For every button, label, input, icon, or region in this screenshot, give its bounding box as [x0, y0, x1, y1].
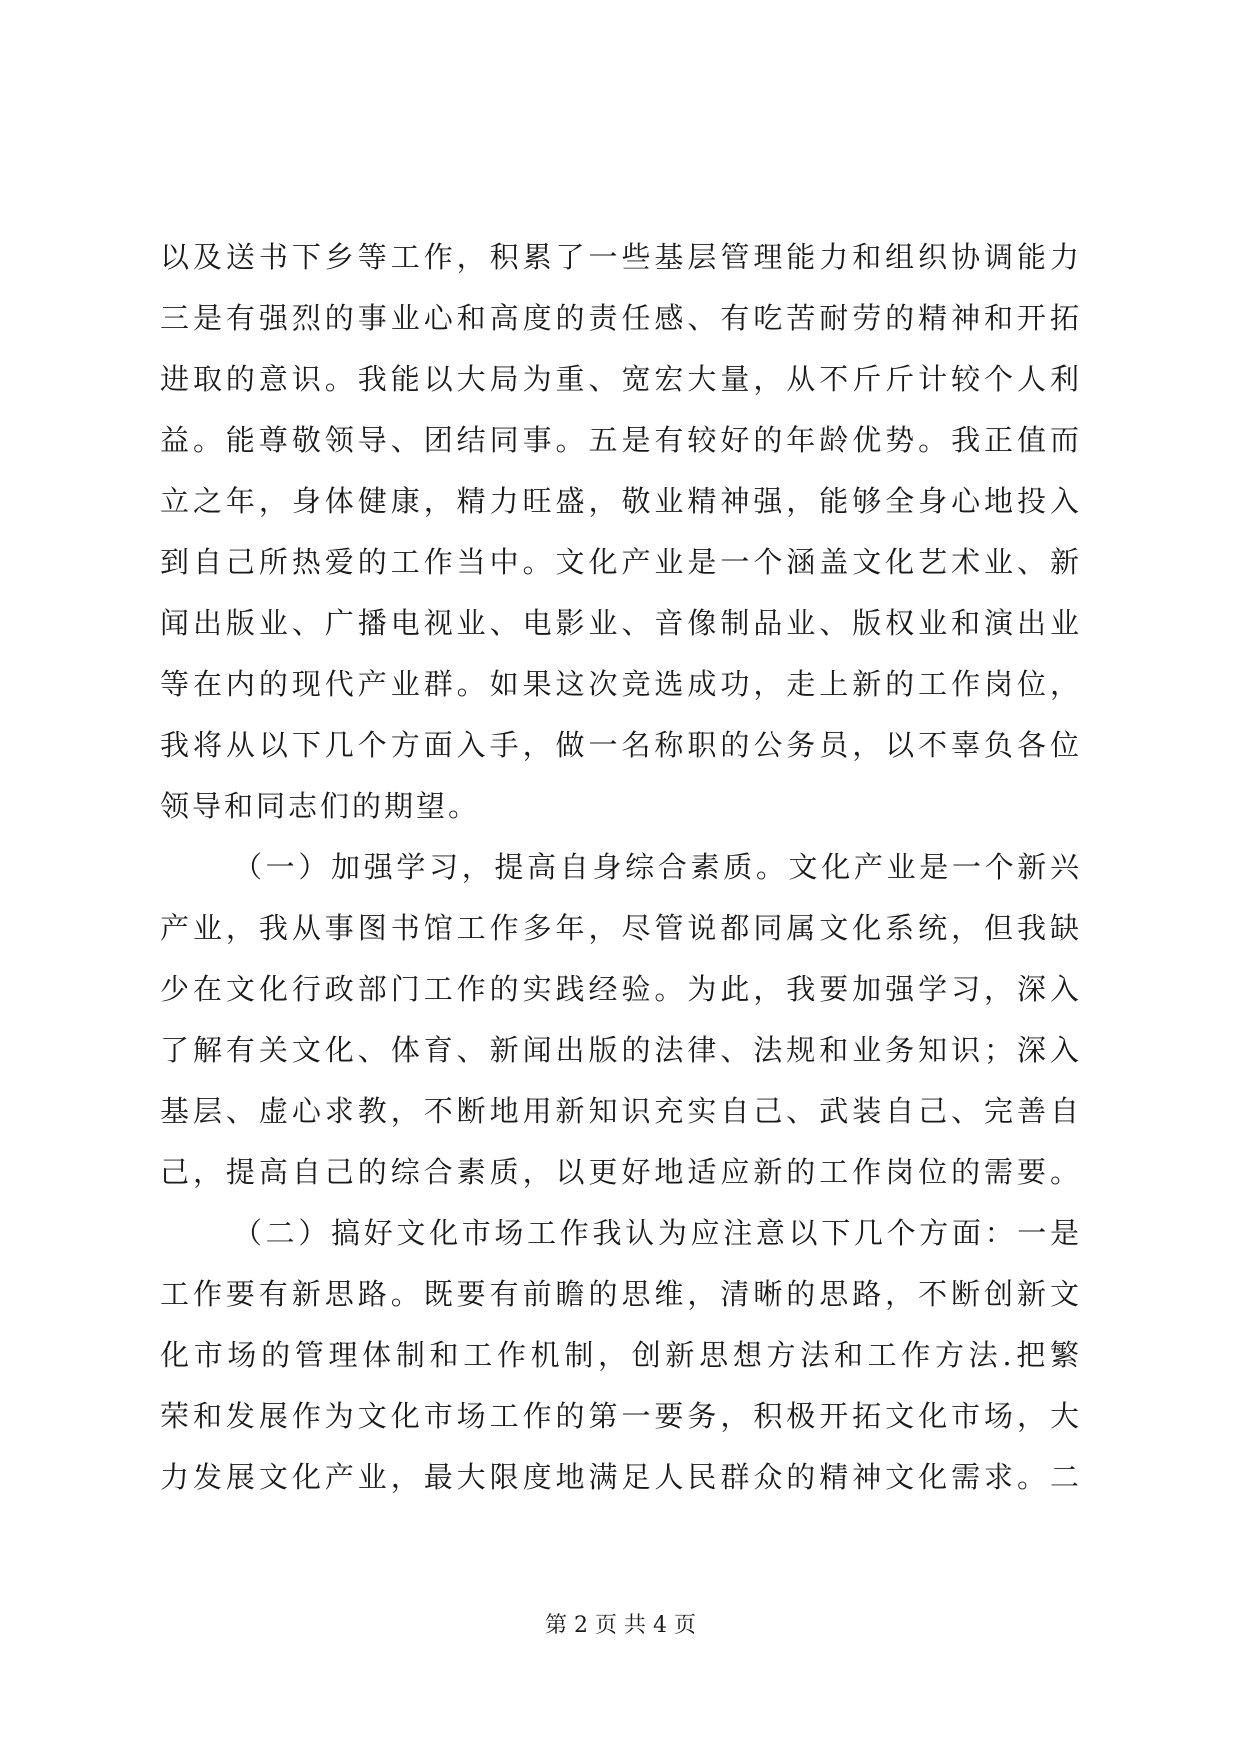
text-line: 化市场的管理体制和工作机制，创新思想方法和工作方法.把繁	[160, 1338, 1082, 1372]
text-line: 三是有强烈的事业心和高度的责任感、有吃苦耐劳的精神和开拓	[160, 301, 1082, 335]
text-line: 力发展文化产业，最大限度地满足人民群众的精神文化需求。二	[160, 1460, 1082, 1494]
text-line: 进取的意识。我能以大局为重、宽宏大量，从不斤斤计较个人利	[160, 362, 1082, 396]
body-text	[160, 227, 1082, 1508]
text-line: 少在文化行政部门工作的实践经验。为此，我要加强学习，深入	[160, 972, 1082, 1006]
text-line: 基层、虚心求教，不断地用新知识充实自己、武装自己、完善自	[160, 1094, 1082, 1128]
paragraph-2	[160, 837, 1082, 1203]
text-line: 工作要有新思路。既要有前瞻的思维，清晰的思路，不断创新文	[160, 1277, 1082, 1311]
text-line: 益。能尊敬领导、团结同事。五是有较好的年龄优势。我正值而	[160, 423, 1082, 457]
text-line: 到自己所热爱的工作当中。文化产业是一个涵盖文化艺术业、新	[160, 545, 1082, 579]
paragraph-3	[160, 1203, 1082, 1508]
text-line: 闻出版业、广播电视业、电影业、音像制品业、版权业和演出业	[160, 606, 1082, 640]
text-line: 立之年，身体健康，精力旺盛，敬业精神强，能够全身心地投入	[160, 484, 1082, 518]
text-line: 荣和发展作为文化市场工作的第一要务，积极开拓文化市场，大	[160, 1399, 1082, 1433]
text-line: 己，提高自己的综合素质，以更好地适应新的工作岗位的需要。	[160, 1155, 1082, 1189]
text-line: 领导和同志们的期望。	[160, 789, 481, 823]
text-line: （一）加强学习，提高自身综合素质。文化产业是一个新兴	[233, 850, 1082, 884]
text-line: 了解有关文化、体育、新闻出版的法律、法规和业务知识；深入	[160, 1033, 1082, 1067]
page-number-footer: 第 2 页 共 4 页	[545, 1613, 696, 1638]
text-line: 我将从以下几个方面入手，做一名称职的公务员，以不辜负各位	[160, 728, 1082, 762]
paragraph-1	[160, 227, 1082, 837]
text-line: 等在内的现代产业群。如果这次竞选成功，走上新的工作岗位，	[160, 667, 1082, 701]
text-line: 以及送书下乡等工作，积累了一些基层管理能力和组织协调能力	[160, 240, 1082, 274]
text-line: 产业，我从事图书馆工作多年，尽管说都同属文化系统，但我缺	[160, 911, 1082, 945]
text-line: （二）搞好文化市场工作我认为应注意以下几个方面：一是	[233, 1216, 1082, 1250]
